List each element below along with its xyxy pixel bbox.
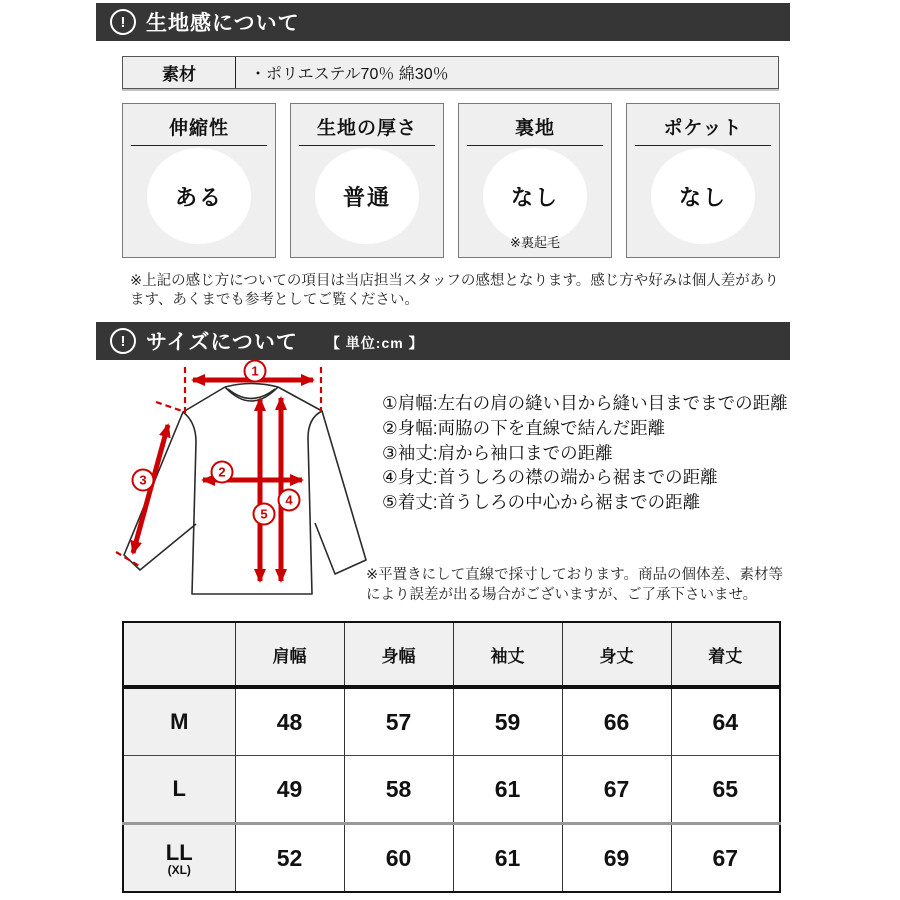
attribute-box-pocket xyxy=(626,103,780,258)
attribute-box-lining xyxy=(458,103,612,258)
svg-text:4: 4 xyxy=(285,492,293,508)
divider xyxy=(299,145,435,146)
table-row-l xyxy=(123,756,780,824)
attribute-label: 伸縮性 xyxy=(168,118,229,139)
size-sublabel: (XL) xyxy=(167,862,191,877)
legend-term: 身丈: xyxy=(397,467,438,488)
cell-value: 67 xyxy=(671,824,780,893)
marker-1 xyxy=(245,361,266,382)
cell-value: 69 xyxy=(562,824,671,893)
marker-3 xyxy=(133,470,154,491)
shirt-right-sleeve xyxy=(315,411,366,574)
legend-term: 身幅: xyxy=(397,417,438,438)
legend-desc: 首うしろの中心から裾までの距離 xyxy=(437,492,701,513)
column-header: 着丈 xyxy=(671,622,780,687)
attribute-value: 普通 xyxy=(342,184,391,210)
legend-item-sleeve xyxy=(382,441,794,466)
table-row-ll xyxy=(123,824,780,893)
column-header: 身幅 xyxy=(344,622,453,687)
size-label: LL (XL) xyxy=(123,824,235,893)
legend-item-total-length xyxy=(382,490,794,515)
legend-desc: 両脇の下を直線で結んだ距離 xyxy=(437,417,666,438)
legend-item-body-width xyxy=(382,416,794,441)
legend-num: ① xyxy=(382,393,398,413)
collar-back-curve xyxy=(225,384,278,388)
column-header: 袖丈 xyxy=(453,622,562,687)
cell-value: 58 xyxy=(344,756,453,824)
size-label: L xyxy=(123,756,235,824)
legend-num: ⑤ xyxy=(382,492,398,513)
attribute-value: なし xyxy=(510,184,559,210)
attribute-value-circle xyxy=(483,148,587,244)
collar-front-inner xyxy=(228,389,275,399)
measurement-note: ※平置きにして直線で採寸しております。商品の個体差、素材等により誤差が出る場合がございますが、ご了承下さいませ。 xyxy=(366,567,783,603)
diagram-markers xyxy=(133,361,300,525)
legend-desc: 首うしろの襟の端から裾までの距離 xyxy=(437,467,718,488)
table-row-m xyxy=(123,687,780,756)
attribute-box-thickness xyxy=(290,103,444,258)
cell-value: 48 xyxy=(235,687,344,756)
legend-item-body-length xyxy=(382,465,794,490)
attribute-box-stretch xyxy=(122,103,276,258)
svg-text:2: 2 xyxy=(218,464,226,480)
cell-value: 67 xyxy=(562,756,671,824)
legend-item-shoulder xyxy=(382,391,794,416)
shirt-measurement-diagram xyxy=(115,358,405,620)
legend-num: ③ xyxy=(382,442,398,463)
material-row xyxy=(122,56,779,89)
material-label: 素材 xyxy=(123,57,236,88)
measurement-legend xyxy=(382,391,794,515)
attribute-value-circle xyxy=(147,148,251,244)
cell-value: 59 xyxy=(453,687,562,756)
divider xyxy=(467,145,603,146)
fabric-section-header xyxy=(96,3,790,41)
attribute-value: なし xyxy=(678,184,727,210)
size-section-header xyxy=(96,322,790,360)
size-table xyxy=(122,621,781,893)
svg-text:5: 5 xyxy=(260,506,268,522)
divider xyxy=(635,145,771,146)
legend-term: 肩幅: xyxy=(397,393,438,413)
attribute-value-circle xyxy=(315,148,419,244)
cell-value: 61 xyxy=(453,824,562,893)
alert-circle-icon: ! xyxy=(110,328,136,354)
legend-desc: 左右の肩の縫い目から縫い目までまでの距離 xyxy=(437,393,788,413)
attribute-label: 裏地 xyxy=(514,118,555,139)
attribute-label: 生地の厚さ xyxy=(316,118,417,139)
alert-circle-icon: ! xyxy=(110,9,136,35)
size-table-corner-cell xyxy=(123,622,235,687)
legend-term: 袖丈: xyxy=(397,442,438,463)
column-header: 身丈 xyxy=(562,622,671,687)
shirt-outline xyxy=(124,384,366,595)
legend-desc: 肩から袖口までの距離 xyxy=(437,442,613,463)
attribute-label: ポケット xyxy=(663,118,743,139)
size-unit-label: 【 単位:cm 】 xyxy=(325,334,424,351)
legend-num: ② xyxy=(382,417,398,438)
marker-2 xyxy=(212,462,233,483)
legend-num: ④ xyxy=(382,467,398,488)
cell-value: 60 xyxy=(344,824,453,893)
divider xyxy=(131,145,267,146)
attribute-note: ※裏起毛 xyxy=(510,235,560,250)
cell-value: 49 xyxy=(235,756,344,824)
legend-term: 着丈: xyxy=(397,492,438,513)
size-section-title: サイズについて xyxy=(146,331,298,354)
svg-text:1: 1 xyxy=(251,363,259,379)
cell-value: 66 xyxy=(562,687,671,756)
shirt-body xyxy=(183,387,322,594)
attribute-value: ある xyxy=(174,184,223,210)
cell-value: 57 xyxy=(344,687,453,756)
marker-5 xyxy=(254,504,275,525)
fabric-disclaimer: ※上記の感じ方についての項目は当店担当スタッフの感想となります。感じ方や好みは個人差があります、あくまでも参考としてご覧ください。 xyxy=(130,273,779,308)
cell-value: 52 xyxy=(235,824,344,893)
size-table-header-row xyxy=(123,622,780,687)
svg-text:3: 3 xyxy=(139,472,147,488)
size-label: M xyxy=(123,687,235,756)
fabric-section-title: 生地感について xyxy=(146,12,300,35)
column-header: 肩幅 xyxy=(235,622,344,687)
cell-value: 64 xyxy=(671,687,780,756)
cell-value: 61 xyxy=(453,756,562,824)
attribute-value-circle xyxy=(651,148,755,244)
material-value: ・ポリエステル70％ 綿30％ xyxy=(250,66,449,83)
marker-4 xyxy=(279,490,300,511)
cell-value: 65 xyxy=(671,756,780,824)
